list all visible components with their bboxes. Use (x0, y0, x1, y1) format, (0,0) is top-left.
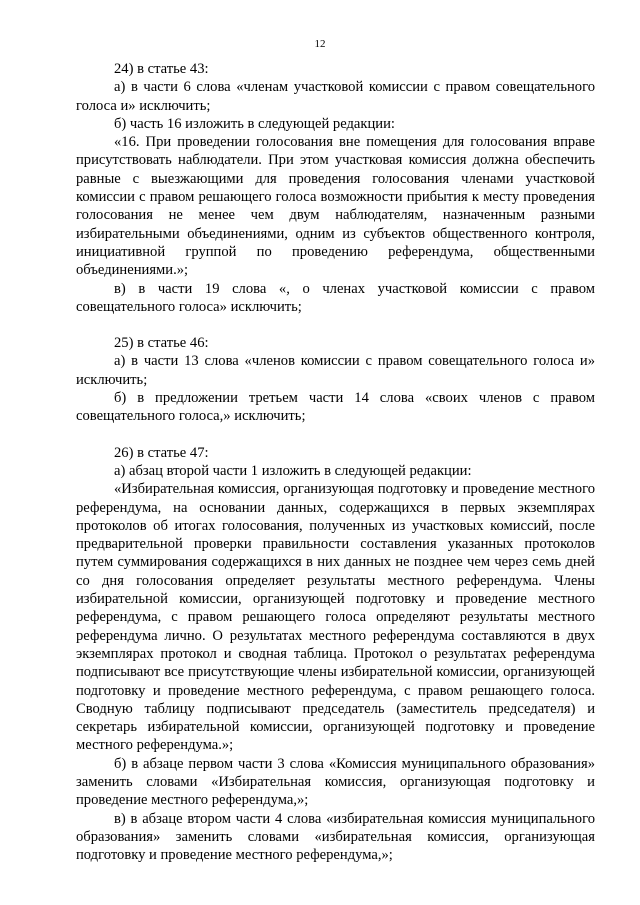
section-25-item-a: а) в части 13 слова «членов комиссии с правом совещательного голоса и» исключить; (76, 353, 595, 388)
section-24-quote: «16. При проведении голосования вне помещения для голосования вправе присутствовать наблюдатели. При этом участковая комиссия должна обеспечить равные с выезжающими для проведения голосования членами участковой комиссии с правом решающего голоса возможности прибытия к месту проведения голосования не менее чем двум наблюдателям, назначенным разными избирательными объединениями, одним из субъектов общественного контроля, инициативной группой по проведению референдума, общественными объединениями.»; (76, 134, 595, 279)
section-24-item-b: б) часть 16 изложить в следующей редакции: (114, 115, 395, 132)
section-26-item-v: в) в абзаце втором части 4 слова «избирательная комиссия муниципального образования» заменить словами «избирательная комиссия, организующая подготовку и проведение местного референдума,»; (76, 810, 595, 864)
section-26-item-a: а) абзац второй части 1 изложить в следующей редакции: (114, 462, 472, 479)
section-24-heading: 24) в статье 43: (114, 61, 209, 77)
section-24-item-v: в) в части 19 слова «, о членах участковой комиссии с правом совещательного голоса» исключить; (76, 280, 595, 315)
paragraph-spacer (76, 426, 595, 444)
page-number: 12 (314, 38, 326, 50)
paragraph-spacer (76, 316, 595, 334)
section-24-item-a: а) в части 6 слова «членам участковой комиссии с правом совещательного голоса и» исключить; (76, 79, 595, 114)
section-26-heading: 26) в статье 47: (114, 444, 209, 461)
document-body (76, 60, 595, 864)
section-25-item-b: б) в предложении третьем части 14 слова «своих членов с правом совещательного голоса,» исключить; (76, 390, 595, 425)
section-25-heading: 25) в статье 46: (114, 335, 209, 352)
section-26-item-b: б) в абзаце первом части 3 слова «Комиссия муниципального образования» заменить словами «Избирательная комиссия, организующая подготовку и проведение местного референдума,»; (76, 755, 595, 809)
section-26-quote: «Избирательная комиссия, организующая подготовку и проведение местного референдума, на основании данных, содержащихся в первых экземплярах протоколов об итогах голосования, полученных из участковых комиссий, после предварительной проверки правильности составления указанных протоколов путем суммирования содержащихся в них данных не позднее чем через семь дней со дня голосования определяет результаты местного референдума. Члены избирательной комиссии, организующей подготовку и проведение местного референдума, с правом решающего голоса определяют результаты местного референдума лично. О результатах местного референдума составляются в двух экземплярах протокол и сводная таблица. Протокол о результатах референдума подписывают все присутствующие члены избирательной комиссии, организующей подготовку и проведение местного референдума, с правом решающего голоса. Сводную таблицу подписывают председатель (заместитель председателя) и секретарь избирательной комиссии, организующей подготовку и проведение местного референдума.»; (76, 481, 595, 754)
